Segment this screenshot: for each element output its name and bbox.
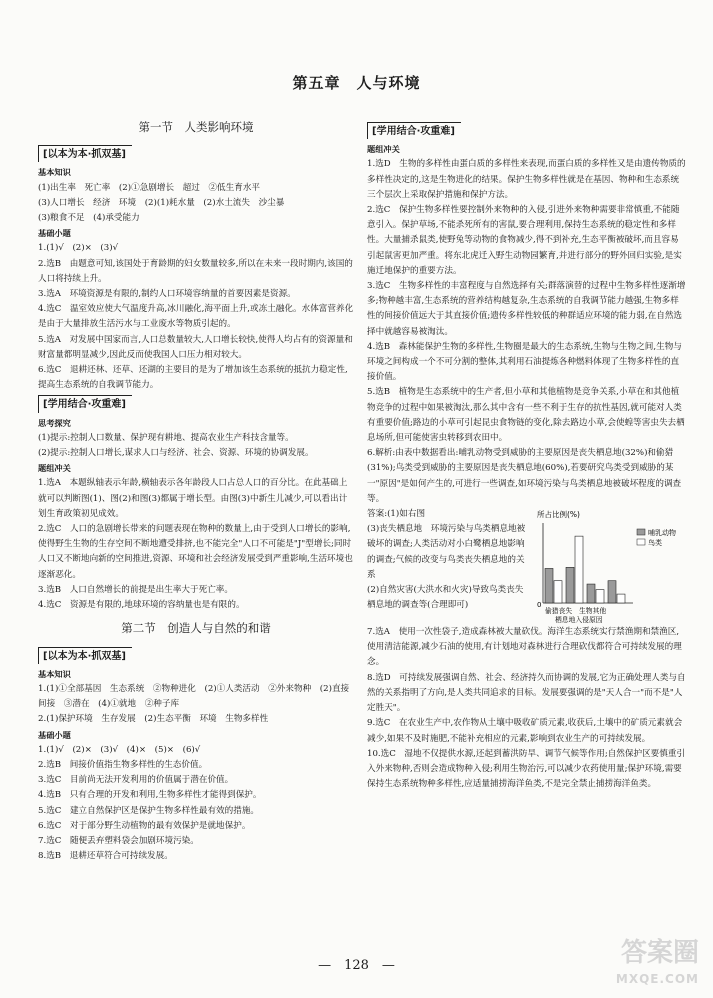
bar-mammal-2	[587, 584, 595, 603]
answer-item: 2.选C 人口的急剧增长带来的问题表现在物种的数量上,由于受到人口增长的影响,使得野生生物的生存空间不断地遭受排挤,也不能完全"人口不可能是"J"型增长;同时人口又不断地向新的空间推进,资源、环境和社会经济发展受到严重影响,生活环境也逐渐恶化。	[38, 524, 353, 580]
answer-item: 1.选D 生物的多样性由蛋白质的多样性来表现,而蛋白质的多样性又是由遗传物质的多样性决定的,这是生物进化的结果。保护生物多样性就是在基因、物种和生态系统三个层次上采取保护措施和保护方法。	[367, 159, 686, 200]
answer-item: 5.选A 对发展中国家而言,人口总数量较大,人口增长较快,使得人均占有的资源量和财富量都明显减少,因此反而使我国人口压力相对较大。	[38, 334, 353, 360]
bk-line: (3)粮食不足 (4)承受能力	[38, 213, 140, 224]
practice-label-right: 题组冲关	[367, 144, 400, 155]
legend-label-bird: 鸟类	[648, 539, 662, 548]
answer-text-block	[367, 507, 527, 613]
answer-item: (2)提示:控制人口增长,谋求人口与经济、社会、资源、环境的协调发展。	[38, 448, 314, 459]
answer-item: 3.选C 目前尚无法开发利用的价值属于潜在价值。	[38, 775, 234, 786]
answer-item: 5.选C 建立自然保护区是保护生物多样性最有效的措施。	[38, 805, 260, 816]
bk-line: (3)人口增长 经济 环境 (2)(1)耗水量 (2)水土流失 沙尘暴	[38, 197, 285, 208]
answer-item: 10.选C 湿地不仅提供水源,还起到蓄洪防旱、调节气候等作用;自然保护区要慎重引入外来物种,否则会造成物种入侵;利用生物治污,可以减少农药使用量;保护环境,需要保持生态系统物种多样性,应适量捕捞海洋鱼类,不是完全禁止捕捞海洋鱼类。	[367, 748, 686, 790]
right-column	[367, 120, 687, 792]
answer-item: 8.选B 退耕还草符合可持续发展。	[38, 851, 173, 862]
legend-swatch-mammal	[637, 529, 645, 535]
answer-item: 6.解析:由表中数据看出:哺乳动物受到威胁的主要原因是丧失栖息地(32%)和偷猎(31%);鸟类受到威胁的主要原因是丧失栖息地(60%),若要研究鸟类受到威胁的某一"原因"是如何产生的,可进行一些调查,如环境污染与鸟类栖息地被破坏程度的调查等。	[367, 448, 682, 504]
watermark-big: 答案圈	[620, 938, 699, 968]
threat-bar-chart	[531, 507, 681, 625]
answer-item: 2.选B 由题意可知,该国处于育龄期的妇女数量较多,所以在未来一段时期内,该国的人口将持续上升。	[38, 258, 353, 284]
answer-with-chart	[367, 507, 687, 625]
answer-item: 2.选B 间接价值指生物多样性的生态价值。	[38, 759, 208, 770]
legend-swatch-bird	[637, 539, 645, 545]
answer-item: 1.(1)√ (2)× (3)√ (4)× (5)× (6)√	[38, 744, 201, 755]
answer-item: 4.选C 温室效应使大气温度升高,冰川融化,海平面上升,或冻土融化。水体富营养化是由于大量排放生活污水与工业废水等物质引起的。	[38, 304, 354, 330]
section2-title: 第二节 创造人与自然的和谐	[121, 621, 271, 636]
block-head-practice: [学用结合·攻重难]	[38, 395, 132, 412]
answer-item: 1.选A 本题纵轴表示年龄,横轴表示各年龄段人口占总人口的百分比。在此基础上就可以判断图(1)、图(2)和图(3)都属于增长型。由图(3)中新生儿减少,可以看出计划生育政策初见成效。	[38, 478, 348, 519]
watermark-small: MXQE.COM	[615, 972, 699, 986]
answer-item: 3.选C 生物多样性的丰富程度与自然选择有关;群落演替的过程中生物多样性逐渐增多;物种越丰富,生态系统的营养结构越复杂,生态系统的自我调节能力越强,生物多样性的间接价值远大于其直接价值;遗传多样性较低的种群适应环境的能力弱,在自然选择中就越容易被淘汰。	[367, 281, 686, 337]
basic-knowledge-label: 基本知识	[38, 167, 71, 178]
watermark-logo	[616, 940, 699, 992]
section1-title: 第一节 人类影响环境	[138, 120, 254, 134]
bar-bird-0	[554, 581, 562, 603]
answer-item: 8.选D 可持续发展强调自然、社会、经济持久而协调的发展,它为正确处理人类与自然的关系指明了方向,是人类共同追求的目标。发展要强调的是"天人合一"而不是"人定胜天"。	[367, 672, 686, 714]
page-number: — 128 —	[318, 958, 395, 973]
answer-item: 2.选C 保护生物多样性要控制外来物种的入侵,引进外来物种需要非常慎重,不能随意引入。保护草场,不能杀死所有的害鼠,要合理利用,保持生态系统的稳定性和多样性。大量捕杀鼠类,使野兔等动物的食物减少,得不到补充,生态平衡被破坏,而且容易引起鼠害更加严重。将东北虎迁入野生动物园繁育,并进行部分的野外回归实验,是实施迁地保护的重要方法。	[367, 205, 682, 276]
answer-item: 7.选A 使用一次性袋子,造成森林被大量砍伐。海洋生态系统实行禁渔期和禁渔区,使用清洁能源,减少石油的使用,有计划地对森林进行合理砍伐都符合可持续发展的理念。	[367, 627, 682, 668]
answer-intro: 答案:(1)如右图	[367, 509, 426, 520]
answer-item: 7.选C 随便丢弃塑料袋会加剧环境污染。	[38, 835, 199, 846]
y-axis-label: 所占比例(%)	[537, 510, 580, 520]
basic-knowledge-label-2: 基本知识	[38, 668, 71, 679]
answer-item: (1)提示:控制人口数量、保护现有耕地、提高农业生产科技含量等。	[38, 432, 294, 443]
answer-item: 6.选C 对于部分野生动植物的最有效保护是就地保护。	[38, 820, 251, 831]
answer-item: 4.选C 资源是有限的,地球环境的容纳量也是有限的。	[38, 600, 245, 611]
answer-item: 3.选A 环境资源是有限的,制约人口环境容纳量的首要因素是资源。	[38, 289, 296, 300]
basic-small-label-2: 基础小题	[38, 729, 71, 740]
block-head-basics-2: [以本为本·抓双基]	[38, 647, 132, 664]
x-caption-line2: 栖息地入侵原因	[555, 616, 603, 625]
block-head-basics: [以本为本·抓双基]	[38, 145, 132, 162]
bar-mammal-1	[566, 567, 574, 603]
answer-item: (2)自然灾害(大洪水和火灾)导致鸟类丧失栖息地的调查等(合理即可)	[367, 585, 524, 611]
bar-bird-1	[575, 536, 583, 603]
block-head-practice-right: [学用结合·攻重难]	[367, 122, 461, 139]
answer-item: 5.选B 植物是生态系统中的生产者,但小草和其他植物是竞争关系,小草在和其他植物竞争的过程中如果被淘汰,那么其中含有一些不利于生存的抗性基因,就可能对人类有重要价值;路边的小草可引起昆虫食物链的变化,除去路边小草,会使蝗等害虫失去栖息场所,但可能使害虫转移到农田中。	[367, 387, 685, 444]
x-caption-line1: 偷猎丧失 生物其他	[545, 607, 607, 616]
legend-label-mammal: 哺乳动物	[648, 529, 676, 538]
answer-item: 4.选B 森林能保护生物的多样性,生物圈是最大的生态系统,生物与生物之间,生物与环境之间构成一个不可分割的整体,其利用石油提炼各种燃料体现了生物多样性的直接价值。	[367, 341, 682, 383]
answer-item: 9.选C 在农业生产中,农作物从土壤中吸收矿质元素,收获后,土壤中的矿质元素就会减少,如果不及时施肥,不能补充相应的元素,影响到农业生产的可持续发展。	[367, 718, 683, 744]
basic-small-label: 基础小题	[38, 228, 71, 239]
bk-line: 1.(1)①全部基因 生态系统 ②物种进化 (2)①人类活动 ②外来物种 (2)直接 间接 ③潜在 (4)①就地 ②种子库	[38, 683, 358, 710]
bars-group	[545, 536, 625, 603]
thinking-label: 思考探究	[38, 417, 71, 428]
bk-line: 2.(1)保护环境 生存发展 (2)生态平衡 环境 生物多样性	[38, 714, 269, 725]
answer-item: 3.选B 人口自然增长的前提是出生率大于死亡率。	[38, 584, 233, 595]
chapter-title: 第五章 人与环境	[292, 74, 421, 92]
bar-mammal-3	[608, 581, 616, 603]
bar-bird-3	[617, 594, 625, 603]
bk-line: (1)出生率 死亡率 (2)①急剧增长 超过 ②低生育水平	[38, 182, 261, 193]
origin-label: 0	[537, 601, 542, 610]
practice-label: 题组冲关	[38, 463, 71, 474]
bar-bird-2	[596, 590, 604, 603]
left-column	[38, 120, 358, 864]
answer-item: (3)丧失栖息地 环境污染与鸟类栖息地被破坏的调查;人类活动对小白鹭栖息地影响的调查;气候的改变与鸟类丧失栖息地的关系	[367, 524, 526, 580]
answer-item: 6.选C 退耕还林、还草、还湖的主要目的是为了增加该生态系统的抵抗力稳定性,提高生态系统的自我调节能力。	[38, 365, 348, 391]
answer-item: 4.选B 只有合理的开发和利用,生物多样性才能得到保护。	[38, 790, 262, 801]
bar-mammal-0	[545, 569, 553, 604]
answer-item: 1.(1)√ (2)× (3)√	[38, 243, 119, 254]
